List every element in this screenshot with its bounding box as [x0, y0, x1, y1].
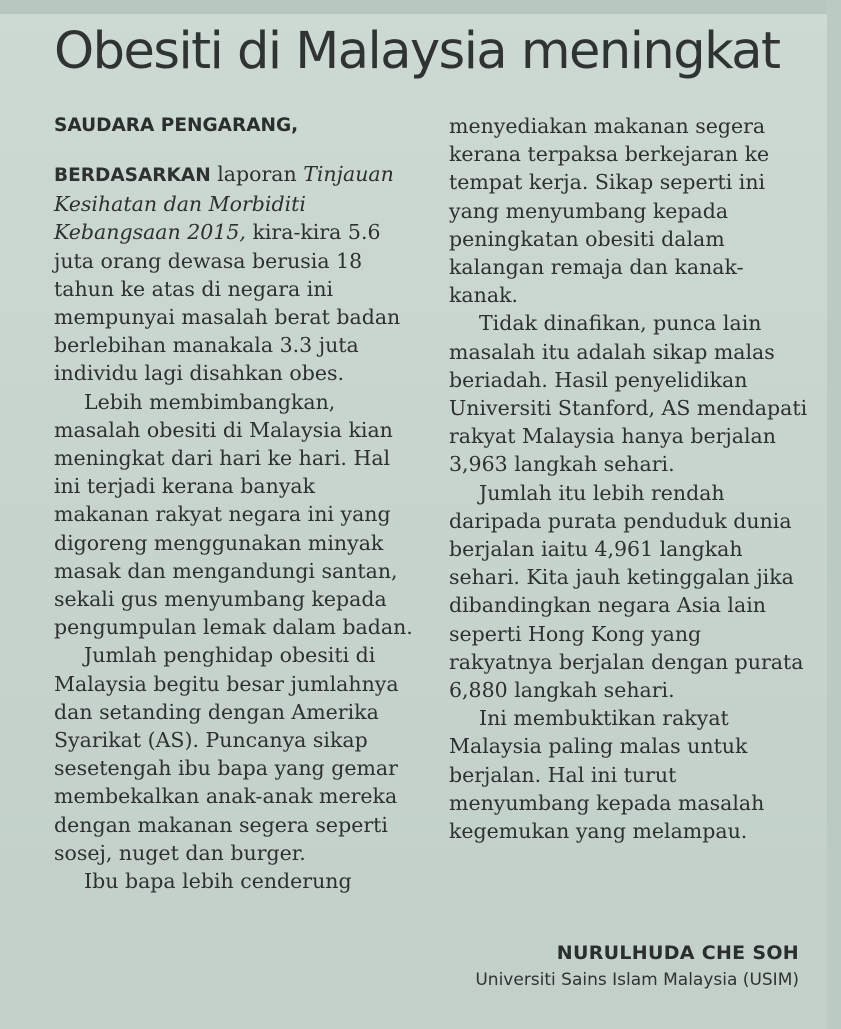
report-title: Tinjauan Kesihatan dan Morbiditi Kebangsaan 2015,: [54, 162, 394, 245]
paragraph-7: Ini membuktikan rakyat Malaysia paling malas untuk berjalan. Hal ini turut menyumbang kepada masalah kegemukan yang melampau.: [449, 706, 765, 844]
paragraph-1: [54, 160, 414, 388]
author-signature: [475, 942, 799, 990]
paragraph-2: Lebih membimbangkan, masalah obesiti di Malaysia kian meningkat dari hari ke hari. Hal ini terjadi kerana banyak makanan rakyat negara ini yang digoreng menggunakan minyak masak dan mengandungi santan, sekali gus menyumbang kepada pengumpulan lemak dalam badan.: [54, 389, 413, 640]
column-left: [54, 112, 414, 895]
column-right: [449, 112, 809, 845]
paragraph-5: Tidak dinafikan, punca lain masalah itu adalah sikap malas beriadah. Hasil penyelidikan Universiti Stanford, AS mendapati rakyat Malaysia hanya berjalan 3,963 langkah sehari.: [449, 311, 808, 477]
paragraph-6: Jumlah itu lebih rendah daripada purata penduduk dunia berjalan iaitu 4,961 langkah sehari. Kita jauh ketinggalan jika dibandingkan negara Asia lain seperti Hong Kong yang rakyatnya berjalan dengan purata 6,880 langkah sehari.: [449, 480, 804, 703]
paragraph-1-text-b: kira-kira 5.6 juta orang dewasa berusia 18 tahun ke atas di negara ini mempunyai masalah berat badan berlebihan manakala 3.3 juta individu lagi disahkan obes.: [54, 220, 401, 386]
author-affiliation: Universiti Sains Islam Malaysia (USIM): [475, 970, 799, 990]
lead-word: BERDASARKAN: [54, 165, 211, 186]
paragraph-4-start: Ibu bapa lebih cenderung: [84, 869, 352, 894]
headline: Obesiti di Malaysia meningkat: [54, 22, 780, 81]
salutation: SAUDARA PENGARANG,: [54, 115, 299, 136]
paragraph-1-text-a: laporan: [210, 162, 304, 186]
paragraph-3: Jumlah penghidap obesiti di Malaysia begitu besar jumlahnya dan setanding dengan Amerika Syarikat (AS). Puncanya sikap sesetengah ibu bapa yang gemar membekalkan anak-anak mereka dengan makanan segera seperti sosej, nuget dan burger.: [54, 643, 399, 865]
author-name: NURULHUDA CHE SOH: [556, 942, 799, 964]
page-edge-top: [0, 0, 841, 14]
page-edge-right: [827, 0, 841, 1029]
paragraph-4-continued: menyediakan makanan segera kerana terpaksa berkejaran ke tempat kerja. Sikap seperti ini yang menyumbang kepada peningkatan obesiti dalam kalangan remaja dan kanak-kanak.: [449, 114, 770, 308]
